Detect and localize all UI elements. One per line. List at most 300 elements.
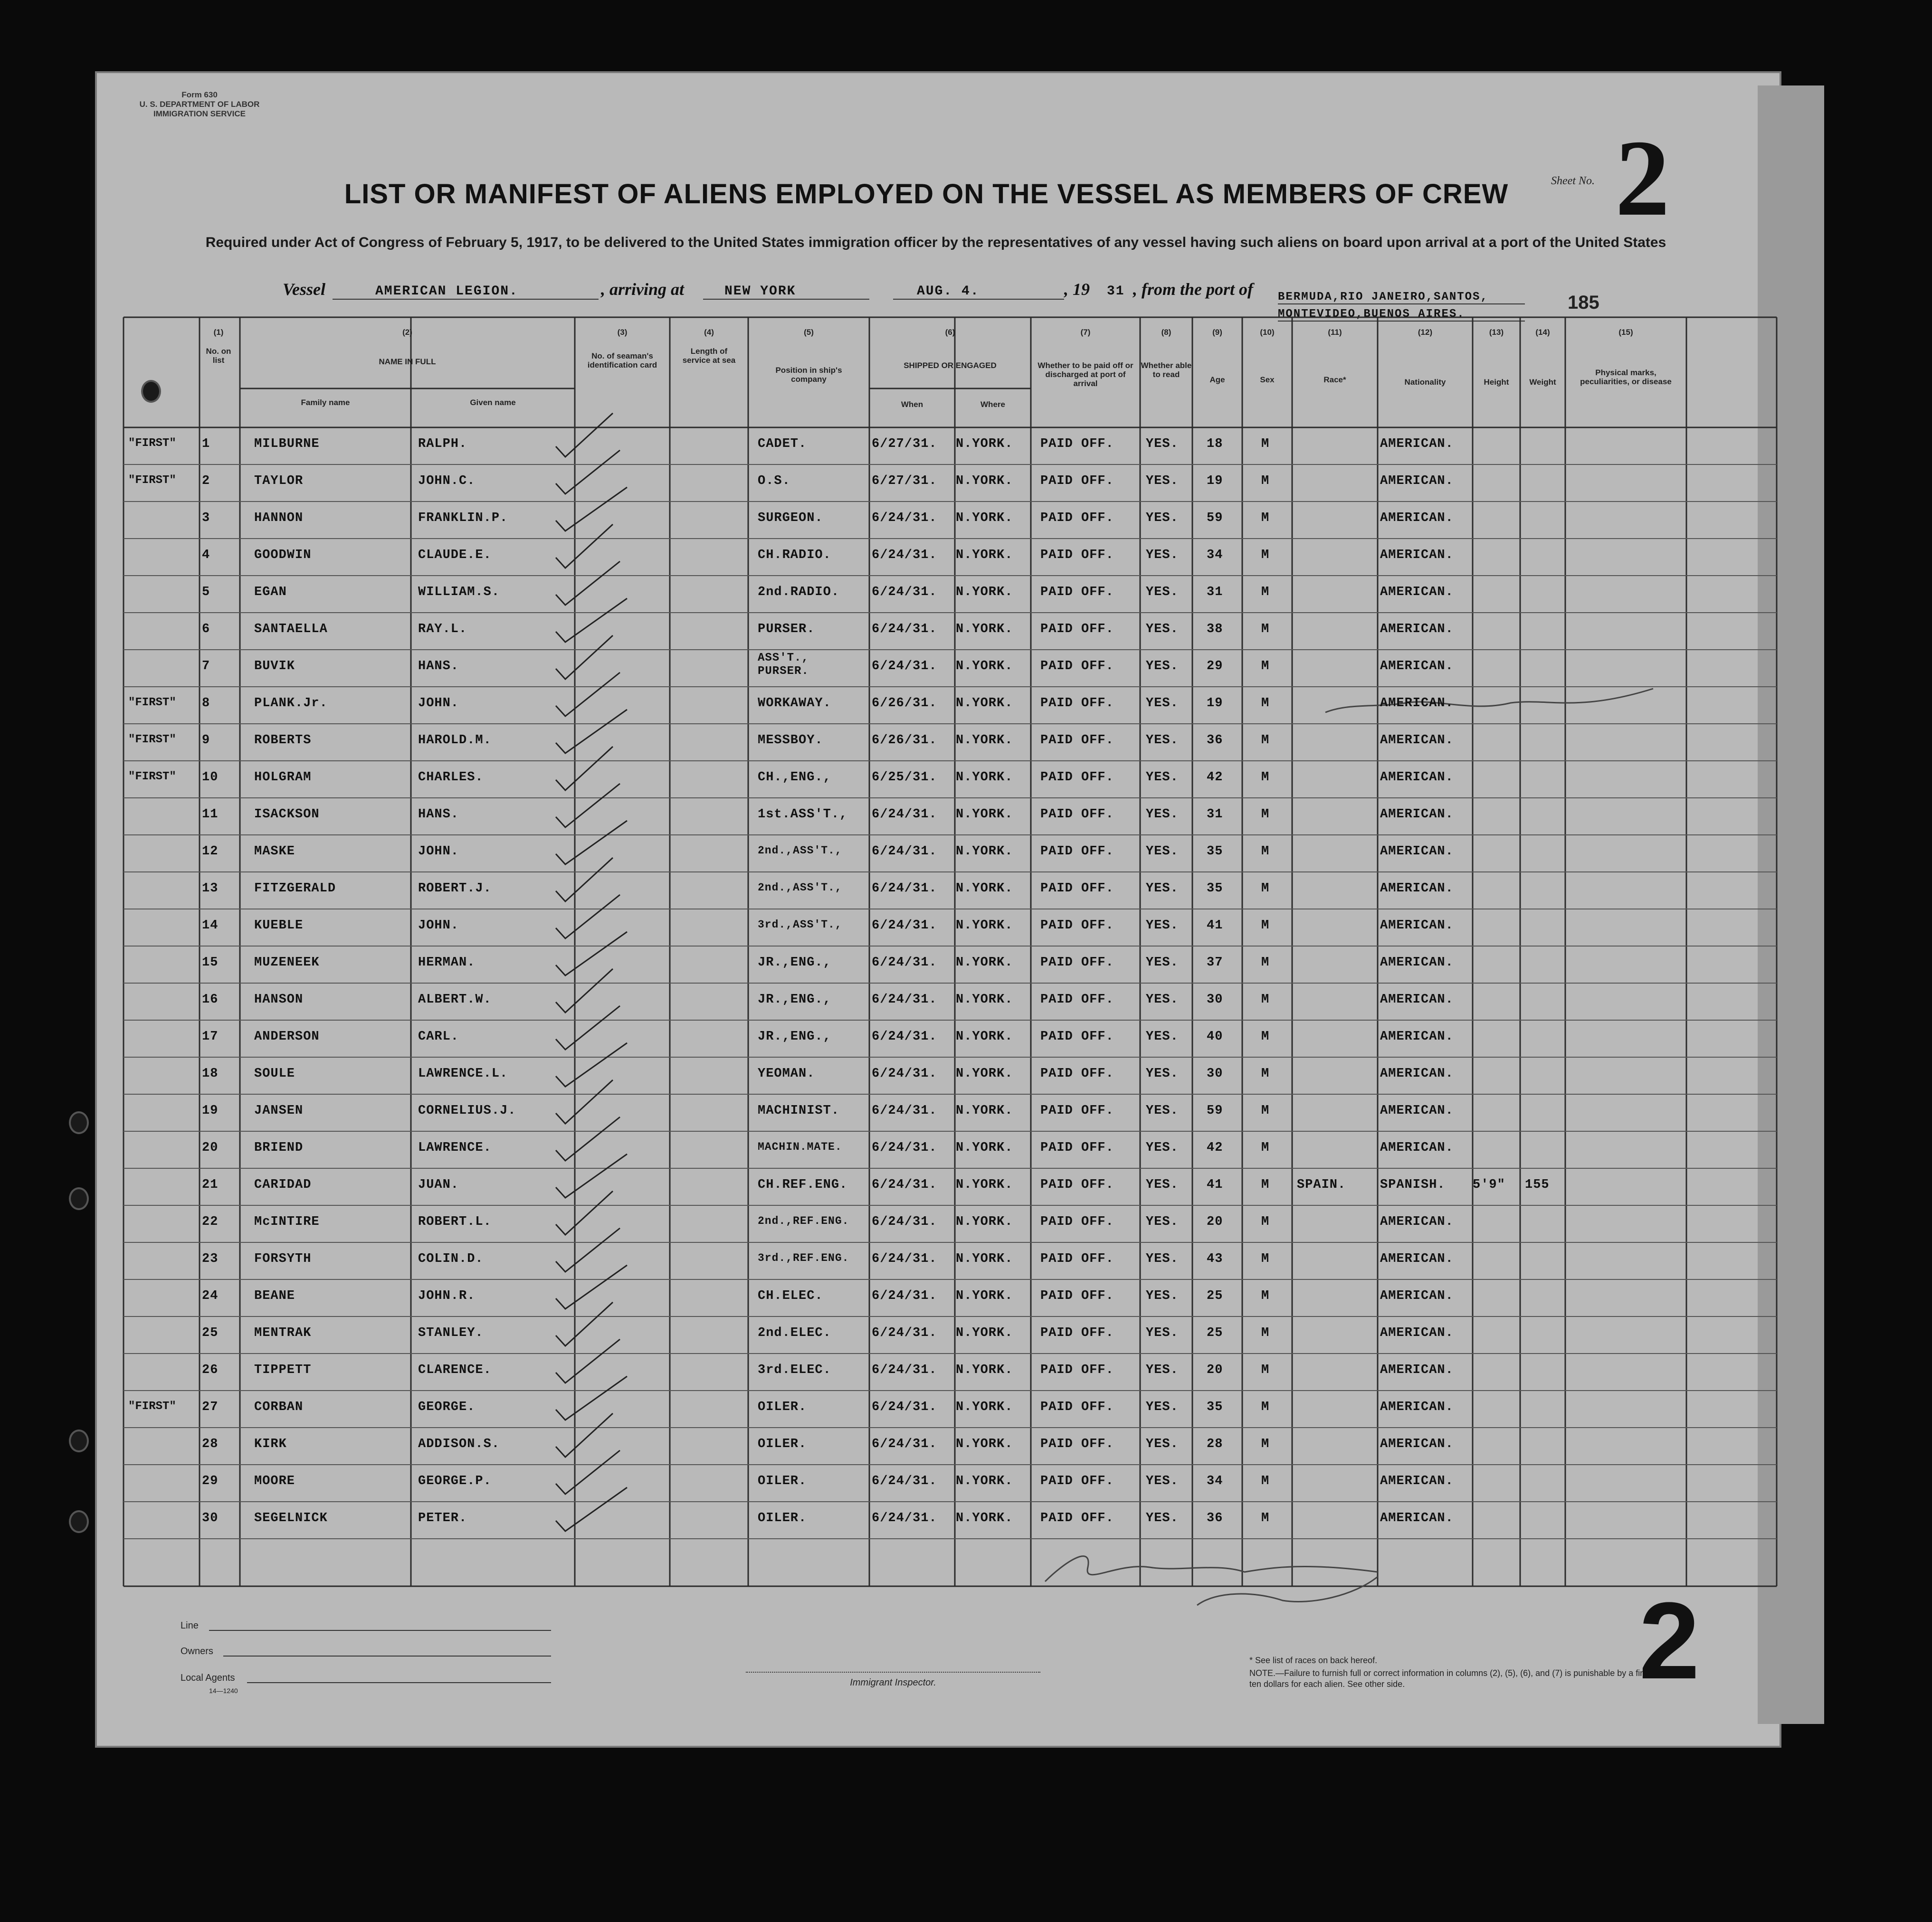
family-name: TIPPETT <box>254 1363 312 1377</box>
col12-label: Nationality <box>1404 378 1446 387</box>
shipped-when: 6/25/31. <box>872 770 937 785</box>
given-name: COLIN.D. <box>418 1252 484 1266</box>
family-name: SEGELNICK <box>254 1511 328 1525</box>
sex: M <box>1261 1326 1270 1340</box>
family-name: ROBERTS <box>254 733 312 748</box>
shipped-where: N.YORK. <box>956 1215 1013 1229</box>
inspector-label: Immigrant Inspector. <box>850 1677 936 1688</box>
shipped-where: N.YORK. <box>956 1252 1013 1266</box>
age: 36 <box>1207 1511 1223 1525</box>
col2-number: (2) <box>402 328 412 337</box>
form-code: 14—1240 <box>209 1687 238 1695</box>
shipped-when: 6/24/31. <box>872 585 937 599</box>
row-number: 28 <box>202 1437 219 1451</box>
given-name: JOHN.C. <box>418 474 476 488</box>
family-name: MASKE <box>254 844 295 859</box>
paid-off: PAID OFF. <box>1040 1030 1114 1044</box>
able-to-read: YES. <box>1146 1178 1179 1192</box>
nationality: AMERICAN. <box>1380 659 1454 673</box>
shipped-when: 6/26/31. <box>872 733 937 748</box>
binder-hole <box>141 380 161 403</box>
position: PURSER. <box>758 622 815 636</box>
age: 30 <box>1207 1067 1223 1081</box>
race-note: * See list of races on back hereof. <box>1249 1656 1378 1665</box>
family-name: SOULE <box>254 1067 295 1081</box>
shipped-where: N.YORK. <box>956 807 1013 822</box>
nationality: AMERICAN. <box>1380 474 1454 488</box>
penalty-note: NOTE.—Failure to furnish full or correct information in columns (2), (5), (6), and (7) is punishable by a fine of ten dollars for each alien. See other side. <box>1249 1668 1659 1689</box>
col14-label: Weight <box>1529 378 1556 387</box>
position: 2nd.RADIO. <box>758 585 840 599</box>
row-number: 25 <box>202 1326 219 1340</box>
age: 41 <box>1207 918 1223 933</box>
row-number: 21 <box>202 1178 219 1192</box>
shipped-when: 6/24/31. <box>872 993 937 1007</box>
able-to-read: YES. <box>1146 585 1179 599</box>
shipped-when: 6/24/31. <box>872 1030 937 1044</box>
sex: M <box>1261 1252 1270 1266</box>
paid-off: PAID OFF. <box>1040 1104 1114 1118</box>
given-name: HANS. <box>418 807 459 822</box>
age: 42 <box>1207 770 1223 785</box>
position: JR.,ENG., <box>758 956 831 970</box>
row-number: 15 <box>202 956 219 970</box>
year-prefix: , 19 <box>1064 280 1090 299</box>
col9-number: (9) <box>1212 328 1222 337</box>
shipped-when: 6/24/31. <box>872 956 937 970</box>
row-number: 30 <box>202 1511 219 1525</box>
family-name: KIRK <box>254 1437 287 1451</box>
binder-hole <box>69 1510 89 1533</box>
col5-label: Position in ship's company <box>775 366 842 384</box>
family-name: CARIDAD <box>254 1178 312 1192</box>
binder-hole <box>69 1111 89 1134</box>
age: 34 <box>1207 548 1223 562</box>
sex: M <box>1261 1215 1270 1229</box>
given-name: JOHN. <box>418 696 459 710</box>
shipped-where: N.YORK. <box>956 956 1013 970</box>
nationality: AMERICAN. <box>1380 1289 1454 1303</box>
sex: M <box>1261 956 1270 970</box>
nationality: AMERICAN. <box>1380 807 1454 822</box>
paid-off: PAID OFF. <box>1040 511 1114 525</box>
able-to-read: YES. <box>1146 1030 1179 1044</box>
able-to-read: YES. <box>1146 1141 1179 1155</box>
col9-label: Age <box>1209 375 1225 384</box>
row-number: 18 <box>202 1067 219 1081</box>
shipped-where: N.YORK. <box>956 437 1013 451</box>
age: 37 <box>1207 956 1223 970</box>
given-name: ROBERT.L. <box>418 1215 492 1229</box>
row-number: 2 <box>202 474 210 488</box>
owners-field <box>223 1656 551 1657</box>
shipped-when: 6/24/31. <box>872 1252 937 1266</box>
paid-off: PAID OFF. <box>1040 844 1114 859</box>
row-number: 24 <box>202 1289 219 1303</box>
position: 2nd.,ASS'T., <box>758 881 842 894</box>
row-number: 8 <box>202 696 210 710</box>
paid-off: PAID OFF. <box>1040 770 1114 785</box>
position: OILER. <box>758 1474 807 1488</box>
position: YEOMAN. <box>758 1067 815 1081</box>
position: 2nd.ELEC. <box>758 1326 831 1340</box>
position: OILER. <box>758 1437 807 1451</box>
sheet-number: 2 <box>1615 117 1670 238</box>
family-name: MILBURNE <box>254 437 320 451</box>
age: 36 <box>1207 733 1223 748</box>
paid-off: PAID OFF. <box>1040 1511 1114 1525</box>
able-to-read: YES. <box>1146 622 1179 636</box>
family-name: MENTRAK <box>254 1326 312 1340</box>
row-number: 23 <box>202 1252 219 1266</box>
nationality: AMERICAN. <box>1380 1511 1454 1525</box>
height: 5'9" <box>1473 1178 1505 1192</box>
able-to-read: YES. <box>1146 993 1179 1007</box>
age: 35 <box>1207 881 1223 896</box>
paid-off: PAID OFF. <box>1040 993 1114 1007</box>
shipped-where: N.YORK. <box>956 622 1013 636</box>
sex: M <box>1261 1141 1270 1155</box>
position: 3rd.,REF.ENG. <box>758 1252 849 1264</box>
age: 43 <box>1207 1252 1223 1266</box>
vessel-name: AMERICAN LEGION. <box>333 284 599 300</box>
nationality: AMERICAN. <box>1380 585 1454 599</box>
paid-off: PAID OFF. <box>1040 1067 1114 1081</box>
given-name: CORNELIUS.J. <box>418 1104 516 1118</box>
family-name: KUEBLE <box>254 918 304 933</box>
row-number: 6 <box>202 622 210 636</box>
position: OILER. <box>758 1400 807 1414</box>
shipped-when: 6/24/31. <box>872 511 937 525</box>
position: MACHINIST. <box>758 1104 840 1118</box>
able-to-read: YES. <box>1146 844 1179 859</box>
nationality: AMERICAN. <box>1380 881 1454 896</box>
given-name: CHARLES. <box>418 770 484 785</box>
nationality: AMERICAN. <box>1380 548 1454 562</box>
col10-number: (10) <box>1260 328 1275 337</box>
family-name: CORBAN <box>254 1400 304 1414</box>
col3-label: No. of seaman's identification card <box>587 351 657 369</box>
col13-label: Height <box>1484 378 1509 387</box>
nationality: AMERICAN. <box>1380 1067 1454 1081</box>
arrival-year: 31 <box>1107 284 1125 299</box>
sex: M <box>1261 1400 1270 1414</box>
shipped-where: N.YORK. <box>956 1067 1013 1081</box>
age: 35 <box>1207 1400 1223 1414</box>
shipped-where: N.YORK. <box>956 585 1013 599</box>
shipped-when: 6/24/31. <box>872 1474 937 1488</box>
given-name: GEORGE.P. <box>418 1474 492 1488</box>
row-number: 13 <box>202 881 219 896</box>
shipped-when: 6/24/31. <box>872 548 937 562</box>
sex: M <box>1261 1067 1270 1081</box>
age: 59 <box>1207 511 1223 525</box>
position: OILER. <box>758 1511 807 1525</box>
position: SURGEON. <box>758 511 823 525</box>
able-to-read: YES. <box>1146 659 1179 673</box>
col8-number: (8) <box>1161 328 1171 337</box>
sex: M <box>1261 1289 1270 1303</box>
row-number: 26 <box>202 1363 219 1377</box>
sex: M <box>1261 1511 1270 1525</box>
family-name: JANSEN <box>254 1104 304 1118</box>
column-dividers <box>124 317 1777 1586</box>
sex: M <box>1261 881 1270 896</box>
bottom-sheet-number: 2 <box>1639 1580 1700 1702</box>
col12-number: (12) <box>1418 328 1433 337</box>
arrival-date: AUG. 4. <box>893 284 1064 300</box>
col11-label: Race* <box>1323 375 1346 384</box>
sex: M <box>1261 1030 1270 1044</box>
family-name: HOLGRAM <box>254 770 312 785</box>
age: 28 <box>1207 1437 1223 1451</box>
paid-off: PAID OFF. <box>1040 1289 1114 1303</box>
able-to-read: YES. <box>1146 1326 1179 1340</box>
sex: M <box>1261 511 1270 525</box>
given-name: LAWRENCE. <box>418 1141 492 1155</box>
position: JR.,ENG., <box>758 1030 831 1044</box>
row-number: 14 <box>202 918 219 933</box>
col2-label: NAME IN FULL <box>379 357 436 366</box>
able-to-read: YES. <box>1146 474 1179 488</box>
row-number: 16 <box>202 993 219 1007</box>
age: 31 <box>1207 585 1223 599</box>
nationality: AMERICAN. <box>1380 733 1454 748</box>
col4-number: (4) <box>704 328 714 337</box>
col15-label: Physical marks, peculiarities, or disease <box>1580 368 1672 386</box>
nationality: AMERICAN. <box>1380 844 1454 859</box>
able-to-read: YES. <box>1146 1215 1179 1229</box>
family-name: BEANE <box>254 1289 295 1303</box>
shipped-when: 6/26/31. <box>872 696 937 710</box>
given-name: ADDISON.S. <box>418 1437 500 1451</box>
paid-off: PAID OFF. <box>1040 1400 1114 1414</box>
col10-label: Sex <box>1260 375 1275 384</box>
able-to-read: YES. <box>1146 548 1179 562</box>
nationality: AMERICAN. <box>1380 696 1454 710</box>
nationality: AMERICAN. <box>1380 1326 1454 1340</box>
row-number: 11 <box>202 807 219 822</box>
sex: M <box>1261 733 1270 748</box>
nationality: AMERICAN. <box>1380 1141 1454 1155</box>
sex: M <box>1261 1437 1270 1451</box>
able-to-read: YES. <box>1146 807 1179 822</box>
able-to-read: YES. <box>1146 1104 1179 1118</box>
shipped-when: 6/24/31. <box>872 1178 937 1192</box>
page-subtitle: Required under Act of Congress of February 5, 1917, to be delivered to the United States immigration officer by the representatives of any vessel having such aliens on board upon arrival at a port of the United States <box>205 235 1666 250</box>
shipped-when: 6/24/31. <box>872 1141 937 1155</box>
row-note: "FIRST" <box>128 770 176 783</box>
sex: M <box>1261 1363 1270 1377</box>
shipped-when: 6/24/31. <box>872 1363 937 1377</box>
able-to-read: YES. <box>1146 1363 1179 1377</box>
given-name: JOHN. <box>418 844 459 859</box>
nationality: AMERICAN. <box>1380 511 1454 525</box>
position: ASS'T., PURSER. <box>758 652 809 678</box>
able-to-read: YES. <box>1146 511 1179 525</box>
paid-off: PAID OFF. <box>1040 956 1114 970</box>
line-field <box>209 1630 551 1631</box>
department-name: U. S. DEPARTMENT OF LABOR IMMIGRATION SERVICE <box>139 100 260 118</box>
inspector-signature-line <box>746 1672 1040 1673</box>
position: CH.RADIO. <box>758 548 831 562</box>
col13-number: (13) <box>1489 328 1504 337</box>
sex: M <box>1261 548 1270 562</box>
given-name: HERMAN. <box>418 956 476 970</box>
row-number: 29 <box>202 1474 219 1488</box>
able-to-read: YES. <box>1146 770 1179 785</box>
nationality: AMERICAN. <box>1380 1252 1454 1266</box>
shipped-where: N.YORK. <box>956 548 1013 562</box>
reference-number: 185 <box>1568 292 1599 313</box>
col6-when-label: When <box>901 400 923 409</box>
family-name: BRIEND <box>254 1141 304 1155</box>
inspector-signature <box>1045 689 1653 1605</box>
paid-off: PAID OFF. <box>1040 1252 1114 1266</box>
line-label: Line <box>181 1620 199 1631</box>
position: CADET. <box>758 437 807 451</box>
shipped-where: N.YORK. <box>956 844 1013 859</box>
position: CH.REF.ENG. <box>758 1178 848 1192</box>
family-name: EGAN <box>254 585 287 599</box>
age: 31 <box>1207 807 1223 822</box>
position: 2nd.,ASS'T., <box>758 844 842 857</box>
able-to-read: YES. <box>1146 1400 1179 1414</box>
nationality: AMERICAN. <box>1380 1215 1454 1229</box>
row-number: 1 <box>202 437 210 451</box>
col1-label: No. on list <box>206 347 231 365</box>
checkmarks <box>556 413 627 1531</box>
shipped-when: 6/24/31. <box>872 918 937 933</box>
shipped-where: N.YORK. <box>956 1400 1013 1414</box>
row-number: 22 <box>202 1215 219 1229</box>
paid-off: PAID OFF. <box>1040 1215 1114 1229</box>
age: 38 <box>1207 622 1223 636</box>
nationality: AMERICAN. <box>1380 1104 1454 1118</box>
shipped-where: N.YORK. <box>956 1141 1013 1155</box>
given-name: WILLIAM.S. <box>418 585 500 599</box>
able-to-read: YES. <box>1146 1252 1179 1266</box>
shipped-when: 6/24/31. <box>872 1067 937 1081</box>
row-number: 5 <box>202 585 210 599</box>
position: CH.,ENG., <box>758 770 831 785</box>
shipped-where: N.YORK. <box>956 770 1013 785</box>
row-note: "FIRST" <box>128 474 176 487</box>
shipped-when: 6/27/31. <box>872 474 937 488</box>
paid-off: PAID OFF. <box>1040 585 1114 599</box>
paid-off: PAID OFF. <box>1040 1437 1114 1451</box>
col1-number: (1) <box>213 328 224 337</box>
shipped-where: N.YORK. <box>956 696 1013 710</box>
able-to-read: YES. <box>1146 1474 1179 1488</box>
sheet-label: Sheet No. <box>1551 175 1595 187</box>
row-number: 4 <box>202 548 210 562</box>
departure-ports-line2: MONTEVIDEO,BUENOS AIRES. <box>1278 308 1525 322</box>
paid-off: PAID OFF. <box>1040 1474 1114 1488</box>
shipped-where: N.YORK. <box>956 1474 1013 1488</box>
shipped-where: N.YORK. <box>956 511 1013 525</box>
col2-family-label: Family name <box>301 398 350 407</box>
sex: M <box>1261 696 1270 710</box>
nationality: AMERICAN. <box>1380 437 1454 451</box>
position: MACHIN.MATE. <box>758 1141 842 1153</box>
shipped-when: 6/24/31. <box>872 1437 937 1451</box>
family-name: HANNON <box>254 511 304 525</box>
given-name: ALBERT.W. <box>418 993 492 1007</box>
col11-number: (11) <box>1328 328 1342 337</box>
sex: M <box>1261 437 1270 451</box>
shipped-where: N.YORK. <box>956 1178 1013 1192</box>
sex: M <box>1261 585 1270 599</box>
nationality: AMERICAN. <box>1380 1474 1454 1488</box>
family-name: HANSON <box>254 993 304 1007</box>
family-name: TAYLOR <box>254 474 304 488</box>
given-name: FRANKLIN.P. <box>418 511 508 525</box>
family-name: PLANK.Jr. <box>254 696 328 710</box>
row-note: "FIRST" <box>128 696 176 709</box>
given-name: CLAUDE.E. <box>418 548 492 562</box>
age: 29 <box>1207 659 1223 673</box>
row-number: 17 <box>202 1030 219 1044</box>
position: 1st.ASS'T., <box>758 807 848 822</box>
able-to-read: YES. <box>1146 733 1179 748</box>
paid-off: PAID OFF. <box>1040 659 1114 673</box>
col6-label: SHIPPED OR ENGAGED <box>904 361 997 370</box>
shipped-when: 6/24/31. <box>872 807 937 822</box>
sex: M <box>1261 770 1270 785</box>
col15-number: (15) <box>1618 328 1633 337</box>
age: 42 <box>1207 1141 1223 1155</box>
able-to-read: YES. <box>1146 956 1179 970</box>
paid-off: PAID OFF. <box>1040 548 1114 562</box>
row-number: 10 <box>202 770 219 785</box>
able-to-read: YES. <box>1146 918 1179 933</box>
position: 2nd.,REF.ENG. <box>758 1215 849 1227</box>
position: CH.ELEC. <box>758 1289 823 1303</box>
col14-number: (14) <box>1535 328 1550 337</box>
age: 35 <box>1207 844 1223 859</box>
col4-label: Length of service at sea <box>682 347 736 365</box>
shipped-where: N.YORK. <box>956 1511 1013 1525</box>
shipped-where: N.YORK. <box>956 1104 1013 1118</box>
shipped-where: N.YORK. <box>956 993 1013 1007</box>
check-icon <box>556 413 613 457</box>
nationality: AMERICAN. <box>1380 1437 1454 1451</box>
age: 34 <box>1207 1474 1223 1488</box>
arrival-port: NEW YORK <box>703 284 869 300</box>
row-dividers <box>124 464 1777 1539</box>
row-note: "FIRST" <box>128 1400 176 1413</box>
from-port-label: , from the port of <box>1133 280 1254 299</box>
race: SPAIN. <box>1297 1178 1346 1192</box>
shipped-when: 6/24/31. <box>872 1326 937 1340</box>
nationality: AMERICAN. <box>1380 1363 1454 1377</box>
nationality: AMERICAN. <box>1380 956 1454 970</box>
able-to-read: YES. <box>1146 437 1179 451</box>
paid-off: PAID OFF. <box>1040 918 1114 933</box>
shipped-where: N.YORK. <box>956 1437 1013 1451</box>
owners-label: Owners <box>181 1646 213 1657</box>
family-name: FORSYTH <box>254 1252 312 1266</box>
sex: M <box>1261 918 1270 933</box>
nationality: AMERICAN. <box>1380 993 1454 1007</box>
arriving-label: , arriving at <box>601 280 685 299</box>
paid-off: PAID OFF. <box>1040 1178 1114 1192</box>
sex: M <box>1261 1178 1270 1192</box>
family-name: FITZGERALD <box>254 881 336 896</box>
shipped-when: 6/24/31. <box>872 844 937 859</box>
col3-number: (3) <box>617 328 628 337</box>
